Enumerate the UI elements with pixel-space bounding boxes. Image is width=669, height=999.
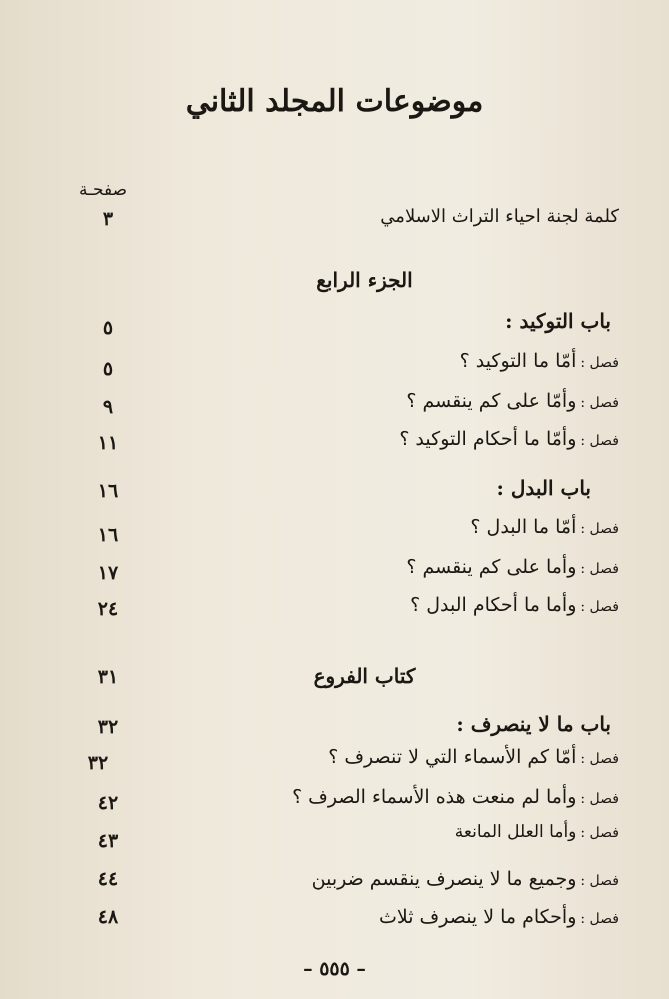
entry-label: فصل : (580, 791, 619, 807)
toc-entry[interactable] (0, 390, 669, 424)
entry-text: وأما لم منعت هذه الأسماء الصرف ؟ (292, 786, 577, 808)
toc-page-number: ٣ (102, 208, 114, 230)
entry-label: فصل : (580, 825, 619, 841)
toc-page-number: ١٦ (97, 524, 119, 546)
entry-label: فصل : (580, 355, 619, 371)
toc-page-number: ٣٢ (87, 752, 109, 774)
toc-page-number: ٤٢ (97, 792, 119, 814)
toc-section-badal[interactable] (0, 476, 669, 510)
toc-entry-text: كلمة لجنة احياء التراث الاسلامي (380, 206, 619, 227)
entry-label: فصل : (580, 599, 619, 615)
entry-label: فصل : (580, 751, 619, 767)
part-heading: الجزء الرابع (316, 268, 413, 292)
page-column-header: صفحـة (78, 180, 128, 200)
toc-entry[interactable] (0, 746, 669, 780)
toc-page-number: ١٧ (97, 562, 119, 584)
entry-text: وأما العلل المانعة (454, 822, 577, 842)
toc-entry[interactable] (0, 822, 669, 856)
toc-entry[interactable] (0, 594, 669, 628)
toc-entry[interactable] (0, 906, 669, 940)
page-title: موضوعات المجلد الثاني (185, 84, 484, 119)
entry-label: فصل : (580, 395, 619, 411)
toc-page-number: ٤٣ (97, 830, 119, 852)
toc-page-number: ١١ (97, 432, 119, 454)
entry-label: فصل : (580, 911, 619, 927)
page-footer-number: – ٥٥٥ – (303, 958, 366, 980)
toc-book-furu[interactable] (0, 664, 669, 698)
entry-label: فصل : (580, 521, 619, 537)
section-title: باب ما لا ينصرف : (456, 712, 611, 736)
entry-label: فصل : (580, 873, 619, 889)
toc-page-number: ٣١ (97, 666, 119, 688)
toc-page-number: ٤٤ (97, 868, 119, 890)
toc-page-number: ٥ (102, 317, 114, 339)
section-title: باب البدل : (496, 476, 591, 500)
toc-entry[interactable] (0, 868, 669, 902)
entry-text: وأحكام ما لا ينصرف ثلاث (378, 906, 577, 928)
entry-text: وأما ما أحكام البدل ؟ (410, 594, 577, 616)
entry-label: فصل : (580, 433, 619, 449)
entry-text: أمّا ما البدل ؟ (470, 516, 577, 538)
toc-section-mamnu[interactable] (0, 712, 669, 746)
toc-entry[interactable] (0, 516, 669, 550)
entry-text: أمّا ما التوكيد ؟ (459, 350, 577, 372)
toc-section-tawkid[interactable] (0, 309, 669, 343)
toc-entry[interactable] (0, 556, 669, 590)
book-heading: كتاب الفروع (313, 664, 416, 688)
entry-text: أمّا كم الأسماء التي لا تنصرف ؟ (328, 746, 577, 768)
toc-entry-intro[interactable] (0, 206, 669, 240)
toc-entry[interactable] (0, 786, 669, 820)
toc-page-number: ٣٢ (97, 716, 119, 738)
toc-entry[interactable] (0, 428, 669, 462)
entry-text: وجميع ما لا ينصرف ينقسم ضربين (311, 868, 577, 890)
toc-page-number: ٤٨ (97, 906, 119, 928)
entry-label: فصل : (580, 561, 619, 577)
toc-page-number: ٢٤ (97, 598, 119, 620)
toc-page-number: ٩ (102, 396, 114, 418)
entry-text: وأمّا على كم ينقسم ؟ (406, 390, 577, 412)
toc-entry[interactable] (0, 350, 669, 384)
entry-text: وأمّا ما أحكام التوكيد ؟ (399, 428, 577, 450)
toc-page-number: ٥ (102, 358, 114, 380)
section-title: باب التوكيد : (505, 309, 611, 333)
toc-page-number: ١٦ (97, 480, 119, 502)
entry-text: وأما على كم ينقسم ؟ (406, 556, 577, 578)
